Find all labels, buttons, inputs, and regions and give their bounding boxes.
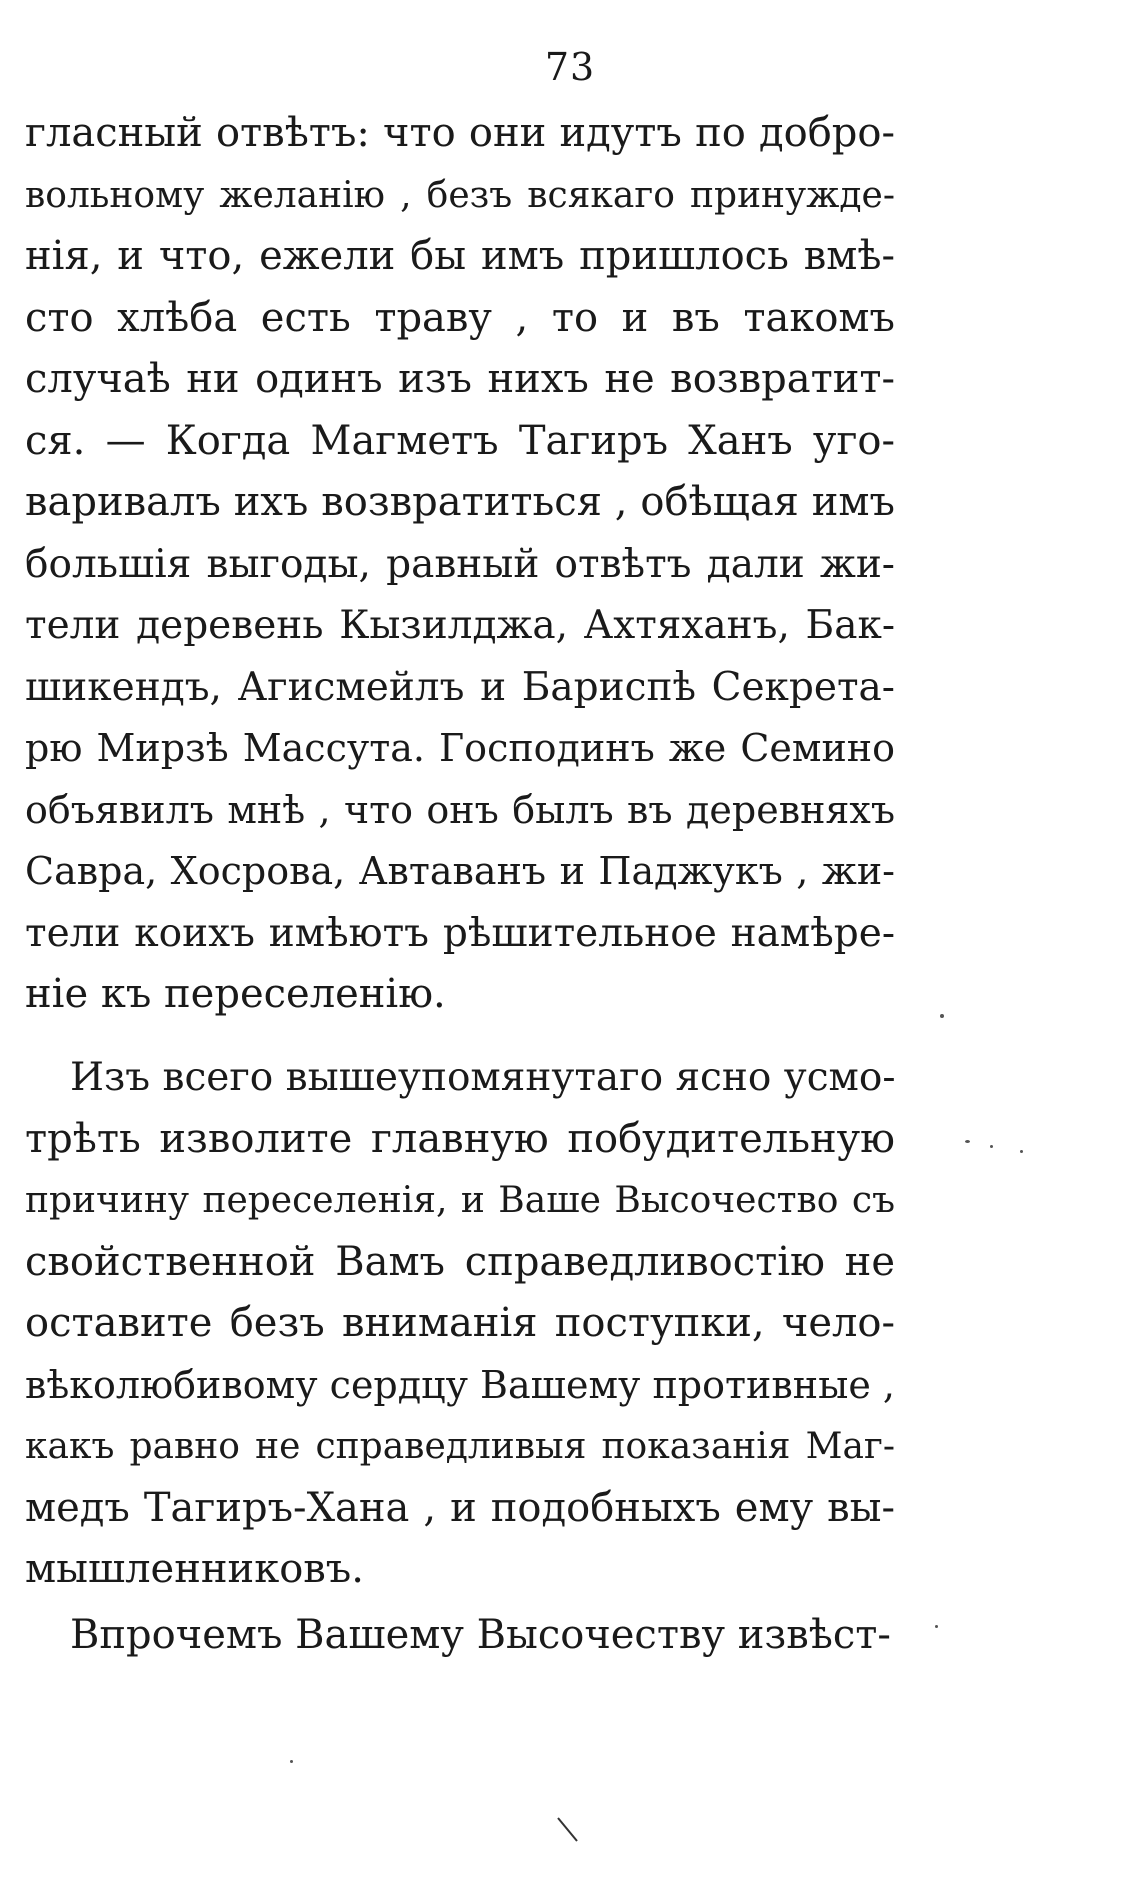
text-line: объявилъ мнѣ , что онъ былъ въ деревняхъ xyxy=(25,787,895,832)
text-line: тели деревень Кызилджа, Ахтяханъ, Бак- xyxy=(25,603,895,648)
text-line: ніе къ переселенію. xyxy=(25,971,446,1017)
text-line: вольному желанію , безъ всякаго принужде- xyxy=(25,174,895,216)
text-line: рю Мирзѣ Массута. Господинъ же Семино xyxy=(25,726,895,770)
text-line: гласный отвѣтъ: что они идутъ по добро- xyxy=(25,110,895,156)
text-line: оставите безъ вниманія поступки, чело- xyxy=(25,1300,895,1346)
text-line: Изъ всего вышеупомянутаго ясно усмо- xyxy=(70,1055,896,1100)
text-line: тели коихъ имѣютъ рѣшительное намѣре- xyxy=(25,910,895,956)
text-line: вѣколюбивому сердцу Вашему противные , xyxy=(25,1362,895,1407)
text-line: ся. — Когда Магметъ Тагиръ Ханъ уго- xyxy=(25,417,895,464)
text-line: случаѣ ни одинъ изъ нихъ не возвратит- xyxy=(25,356,895,402)
scan-speck xyxy=(990,1145,993,1148)
text-line: сто хлѣба есть траву , то и въ такомъ xyxy=(25,294,895,341)
scan-speck xyxy=(965,1140,970,1143)
scan-speck xyxy=(290,1760,293,1763)
text-line: мышленниковъ. xyxy=(25,1546,364,1592)
text-line: варивалъ ихъ возвратиться , обѣщая имъ xyxy=(25,479,895,525)
scan-speck xyxy=(935,1625,938,1628)
text-line: Савра, Хосрова, Автаванъ и Паджукъ , жи- xyxy=(25,849,895,893)
scan-speck xyxy=(1020,1150,1023,1153)
text-line: Впрочемъ Вашему Высочеству извѣст- xyxy=(70,1612,891,1658)
paragraph-3 xyxy=(25,1605,895,1667)
text-line: причину переселенія, и Ваше Высочество съ xyxy=(25,1180,895,1221)
scan-mark xyxy=(555,1815,585,1845)
page-number: 73 xyxy=(544,45,596,89)
text-line: медъ Тагиръ-Хана , и подобныхъ ему вы- xyxy=(25,1484,895,1531)
scan-speck xyxy=(940,1014,944,1018)
text-line: трѣть изволите главную побудительную xyxy=(25,1115,895,1162)
text-line: свойственной Вамъ справедливостію не xyxy=(25,1238,895,1285)
paragraph-1 xyxy=(25,103,895,1026)
text-line: какъ равно не справедливыя показанія Маг- xyxy=(25,1426,895,1467)
text-line: большія выгоды, равный отвѣтъ дали жи- xyxy=(25,541,895,587)
paragraph-2 xyxy=(25,1047,895,1601)
text-line: шикендъ, Агисмейлъ и Бариспѣ Секрета- xyxy=(25,664,895,710)
text-line: нія, и что, ежели бы имъ пришлось вмѣ- xyxy=(25,233,895,279)
